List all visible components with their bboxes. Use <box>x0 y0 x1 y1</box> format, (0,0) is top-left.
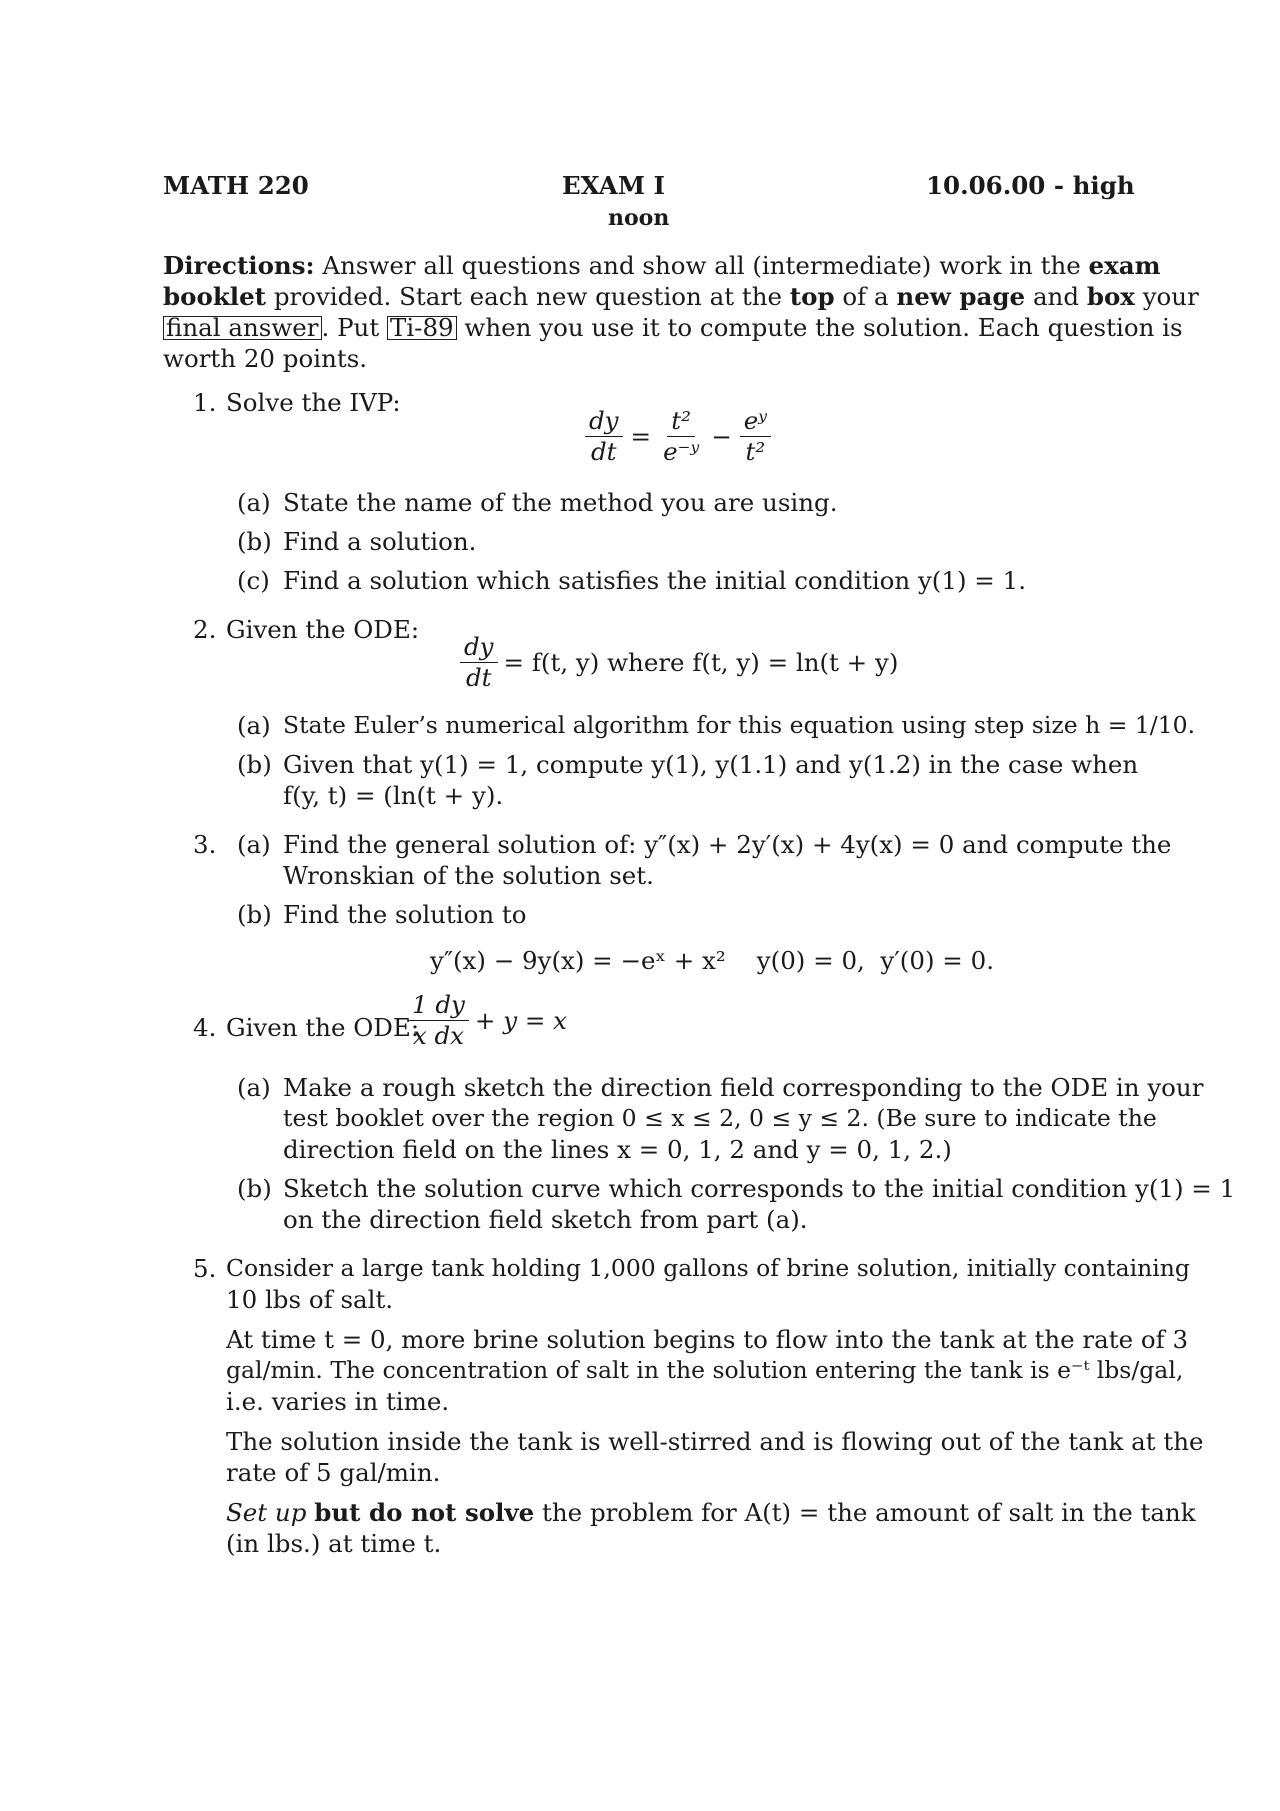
minus-sign: − <box>711 422 732 451</box>
q3-part-a-line-2: Wronskian of the solution set. <box>283 861 654 890</box>
q2-part-b-line-1: Given that y(1) = 1, compute y(1), y(1.1) and y(1.2) in the case when <box>283 750 1139 779</box>
directions-text: Answer all questions and show all (intermediate) work in the <box>322 251 1081 280</box>
q5-para2-line-3: i.e. varies in time. <box>226 1387 450 1416</box>
q5-number: 5. <box>193 1254 217 1283</box>
q2-part-b-label: (b) <box>237 750 272 779</box>
q4-part-a-label: (a) <box>237 1073 271 1102</box>
q4-text: Given the ODE: <box>226 1013 420 1042</box>
directions-line-2 <box>163 281 1199 312</box>
q4-part-b-label: (b) <box>237 1174 272 1203</box>
q2-part-a-label: (a) <box>237 711 271 740</box>
directions-emphasis: new page <box>896 282 1026 311</box>
q5-para2-line-2: gal/min. The concentration of salt in the solution entering the tank is e⁻ᵗ lbs/gal, <box>226 1356 1184 1384</box>
q2-equation-rest: = f(t, y) where f(t, y) = ln(t + y) <box>503 648 899 677</box>
q1-term1-fraction: $\frac{\text{t²}}{\text{e⁻ʸ}}$ <box>663 406 700 466</box>
directions-emphasis: box <box>1086 282 1135 311</box>
exam-date: 10.06.00 - high <box>926 171 1135 200</box>
exam-session: noon <box>608 205 670 231</box>
directions-line-1 <box>163 250 1161 281</box>
q4-equation <box>408 992 567 1049</box>
q3-part-a-label: (a) <box>237 830 271 859</box>
q4-part-a-line-3: direction field on the lines x = 0, 1, 2 and y = 0, 1, 2.) <box>283 1135 952 1164</box>
q1-part-a-text: State the name of the method you are using. <box>283 488 838 517</box>
q2-part-a-text: State Euler’s numerical algorithm for this equation using step size h = 1/10. <box>283 711 1196 739</box>
q4-part-b-line-2: on the direction field sketch from part (a). <box>283 1205 808 1234</box>
q4-number: 4. <box>193 1013 217 1042</box>
directions-text: provided. Start each new question at the <box>273 282 782 311</box>
directions-text: when you use it to compute the solution. Each question is <box>464 313 1183 342</box>
directions-label: Directions: <box>163 251 315 280</box>
directions-text: . Put <box>321 313 380 342</box>
q2-number: 2. <box>193 615 217 644</box>
q1-part-b-label: (b) <box>237 527 272 556</box>
directions-text: your <box>1142 282 1199 311</box>
q1-part-b-text: Find a solution. <box>283 527 477 556</box>
q4-part-a-line-1: Make a rough sketch the direction field corresponding to the ODE in your <box>283 1073 1204 1102</box>
directions-emphasis: top <box>789 282 835 311</box>
directions-emphasis: booklet <box>163 282 267 311</box>
directions-emphasis: exam <box>1088 251 1161 280</box>
directions-text: and <box>1032 282 1080 311</box>
q1-part-c-label: (c) <box>237 566 270 595</box>
q3-number: 3. <box>193 830 217 859</box>
q1-text: Solve the IVP: <box>226 388 401 417</box>
q4-fraction: $\frac{1 dy}{\text{x dx}}$ <box>408 992 469 1049</box>
ti89-box: Ti-89 <box>387 316 457 340</box>
q3-part-b-equation: y″(x) − 9y(x) = −eˣ + x² y(0) = 0, y′(0) = 0. <box>430 946 994 975</box>
q5-para1-line-1: Consider a large tank holding 1,000 gallons of brine solution, initially containing <box>226 1254 1190 1282</box>
q4-part-b-line-1: Sketch the solution curve which corresponds to the initial condition y(1) = 1 <box>283 1174 1236 1203</box>
directions-line-4: worth 20 points. <box>163 344 368 373</box>
q3-part-b-text: Find the solution to <box>283 900 527 929</box>
q1-equation <box>585 408 771 465</box>
q2-text: Given the ODE: <box>226 615 420 644</box>
q3-part-b-label: (b) <box>237 900 272 929</box>
course-title: MATH 220 <box>163 171 309 200</box>
q5-para3-line-1: The solution inside the tank is well-stirred and is flowing out of the tank at the <box>226 1427 1204 1456</box>
q5-para2-line-1: At time t = 0, more brine solution begins to flow into the tank at the rate of 3 <box>226 1325 1189 1354</box>
directions-line-3 <box>163 312 1183 343</box>
directions-text: of a <box>842 282 889 311</box>
q2-derivative-fraction: $\frac{dy}{dt}$ <box>460 634 498 691</box>
q1-number: 1. <box>193 388 217 417</box>
equals-sign: = <box>630 422 652 451</box>
q5-para4-line-2: (in lbs.) at time t. <box>226 1529 442 1558</box>
q1-part-a-label: (a) <box>237 488 271 517</box>
q4-part-a-line-2: test booklet over the region 0 ≤ x ≤ 2, 0 ≤ y ≤ 2. (Be sure to indicate the <box>283 1104 1157 1132</box>
q5-para3-line-2: rate of 5 gal/min. <box>226 1458 441 1487</box>
q5-para4-line-1 <box>226 1497 1196 1528</box>
q2-equation <box>460 634 898 691</box>
q5-para1-line-2: 10 lbs of salt. <box>226 1285 394 1314</box>
q2-part-b-line-2: f(y, t) = (ln(t + y). <box>283 781 504 810</box>
q4-equation-rest: + y = x <box>474 1006 567 1035</box>
q5-para4-text: the problem for A(t) = the amount of salt in the tank <box>542 1498 1196 1527</box>
q5-not-solve-emphasis: but do not solve <box>314 1498 535 1527</box>
q1-part-c-text: Find a solution which satisfies the initial condition y(1) = 1. <box>283 566 1026 595</box>
q5-setup-emphasis: Set up <box>226 1498 307 1527</box>
q1-term2-fraction: $\frac{\text{eʸ}}{\text{t²}}$ <box>740 408 771 465</box>
final-answer-box: final answer <box>163 316 322 340</box>
q1-lhs-fraction: $\frac{dy}{dt}$ <box>585 408 623 465</box>
exam-title: EXAM I <box>562 171 665 200</box>
q3-part-a-line-1: Find the general solution of: y″(x) + 2y′(x) + 4y(x) = 0 and compute the <box>283 830 1172 859</box>
